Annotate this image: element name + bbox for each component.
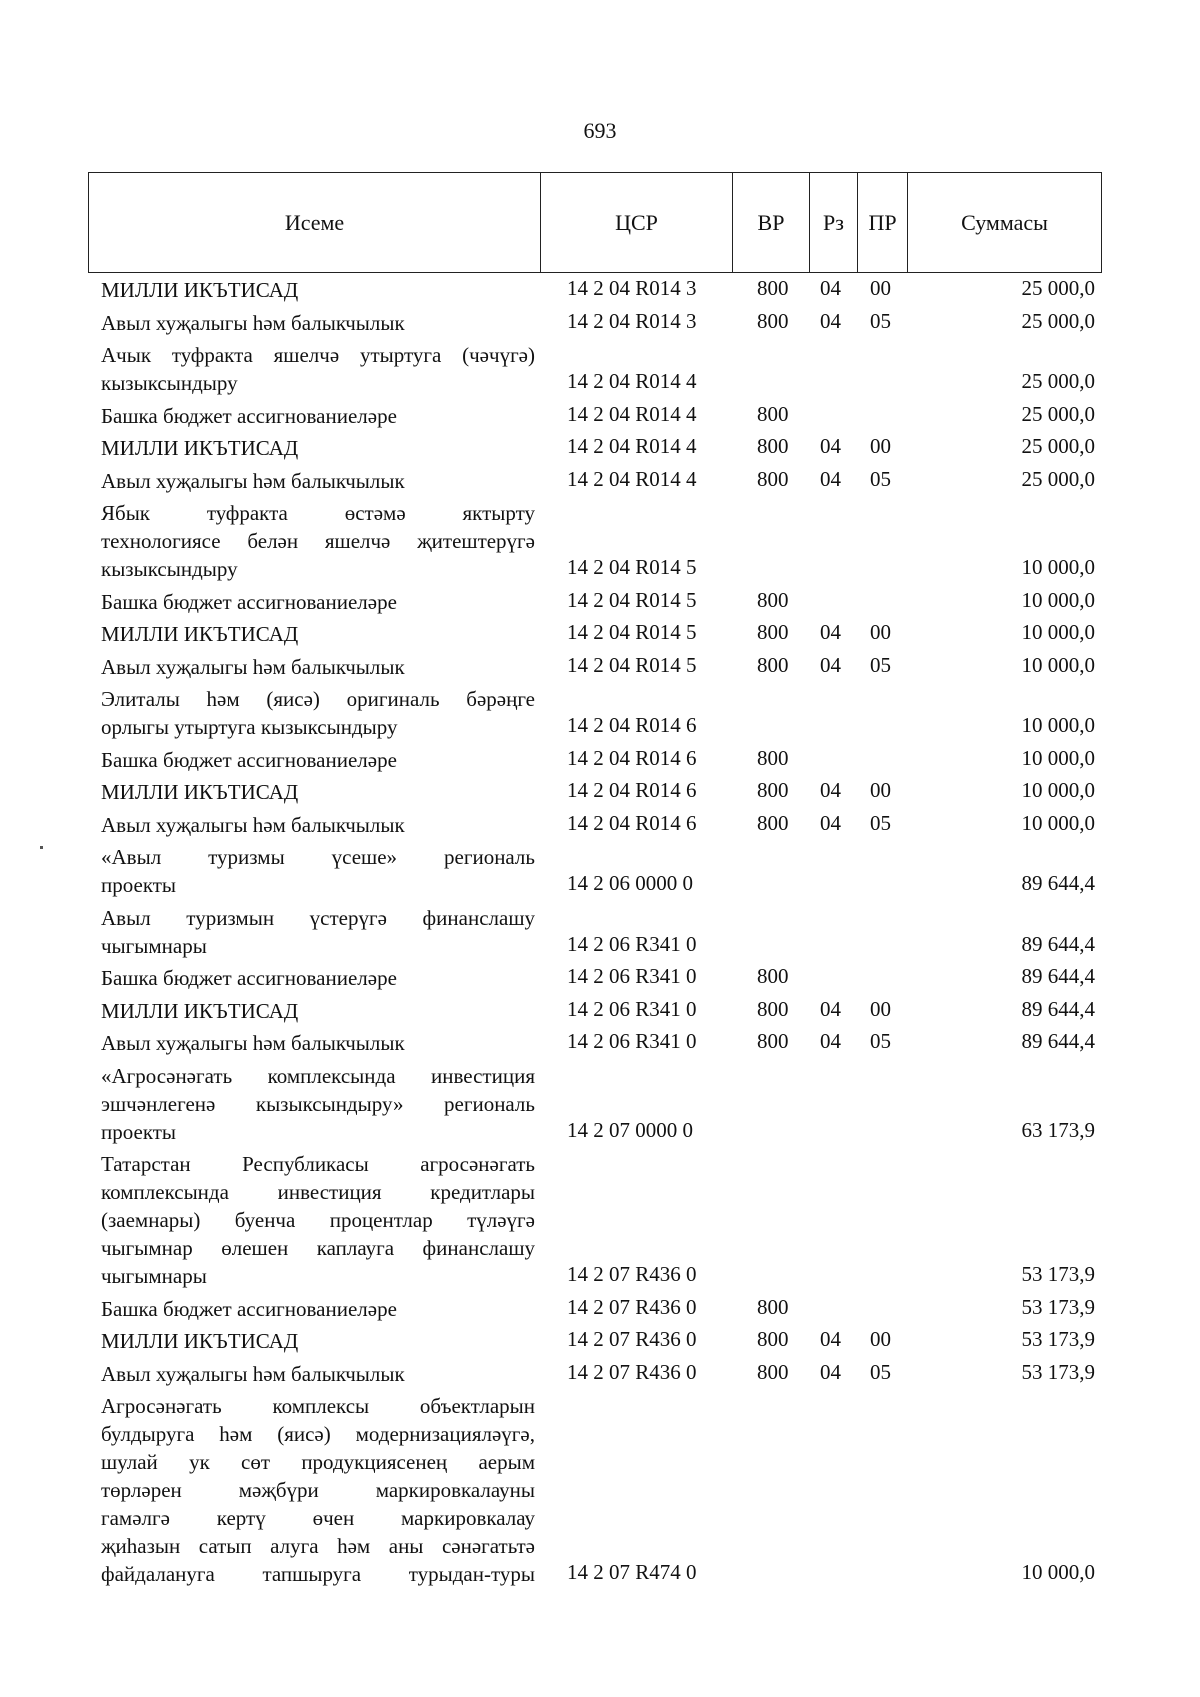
row-name-line: чыгымнар өлешен каплауга финанслашу xyxy=(101,1236,535,1260)
row-rz: 04 xyxy=(820,620,841,644)
table-row xyxy=(0,1062,1200,1151)
row-pr: 00 xyxy=(870,778,891,802)
row-name-line: Башка бюджет ассигнованиеләре xyxy=(101,1296,397,1321)
row-sum: 10 000,0 xyxy=(1021,713,1095,737)
row-vr: 800 xyxy=(757,810,789,835)
table-row xyxy=(0,467,1200,500)
row-name-line: «Авыл туризмы үсеше» региональ xyxy=(101,845,535,869)
table-row xyxy=(0,1392,1200,1593)
row-name-line: МИЛЛИ ИКЪТИСАД xyxy=(101,998,299,1023)
row-name xyxy=(101,843,535,899)
row-name-line: Авыл хуҗалыгы һәм балыкчылык xyxy=(101,1031,405,1055)
row-name xyxy=(101,685,535,741)
row-name xyxy=(101,1327,535,1355)
table-row xyxy=(0,402,1200,435)
row-name xyxy=(101,904,535,960)
header-vr: ВР xyxy=(733,173,810,272)
row-pr: 00 xyxy=(870,620,891,644)
table-header xyxy=(88,172,1102,273)
row-csr: 14 2 06 R341 0 xyxy=(567,996,697,1021)
row-csr: 14 2 04 R014 3 xyxy=(567,308,697,333)
row-name xyxy=(101,467,535,495)
row-name-line: эшчәнлегенә кызыксындыру» региональ xyxy=(101,1091,535,1116)
row-name-line: Татарстан Республикасы агросәнәгать xyxy=(101,1152,535,1176)
row-csr: 14 2 07 R436 0 xyxy=(567,1327,697,1351)
row-vr: 800 xyxy=(757,996,789,1021)
row-vr: 800 xyxy=(757,964,789,988)
row-sum: 25 000,0 xyxy=(1021,308,1095,333)
header-pr: ПР xyxy=(858,173,908,272)
row-rz: 04 xyxy=(820,1029,841,1053)
row-sum: 10 000,0 xyxy=(1021,745,1095,770)
row-name-line: Агросәнәгать комплексы объектларын xyxy=(101,1394,535,1418)
row-csr: 14 2 06 0000 0 xyxy=(567,871,693,895)
row-csr: 14 2 07 R436 0 xyxy=(567,1294,697,1319)
row-name xyxy=(101,1062,535,1146)
row-sum: 89 644,4 xyxy=(1021,871,1095,895)
table-row xyxy=(0,341,1200,402)
row-vr: 800 xyxy=(757,434,789,458)
table-row xyxy=(0,904,1200,965)
row-name xyxy=(101,997,535,1025)
row-vr: 800 xyxy=(757,1294,789,1319)
row-name xyxy=(101,653,535,681)
table-row xyxy=(0,997,1200,1030)
row-name xyxy=(101,499,535,583)
row-sum: 89 644,4 xyxy=(1021,996,1095,1021)
header-sum: Суммасы xyxy=(961,209,1048,235)
header-rz: Рз xyxy=(810,173,858,272)
row-rz: 04 xyxy=(820,810,841,835)
table-row xyxy=(0,499,1200,588)
table-row xyxy=(0,653,1200,686)
row-name xyxy=(101,1029,535,1057)
row-csr: 14 2 04 R014 5 xyxy=(567,652,697,677)
row-name xyxy=(101,588,535,616)
row-name-line: комплексында инвестиция кредитлары xyxy=(101,1180,535,1204)
row-sum: 25 000,0 xyxy=(1021,466,1095,491)
row-csr: 14 2 04 R014 6 xyxy=(567,810,697,835)
row-csr: 14 2 04 R014 5 xyxy=(567,620,697,644)
row-vr: 800 xyxy=(757,620,789,644)
row-sum: 10 000,0 xyxy=(1021,1560,1095,1584)
row-name xyxy=(101,341,535,397)
row-rz: 04 xyxy=(820,434,841,458)
row-pr: 00 xyxy=(870,996,891,1021)
row-pr: 00 xyxy=(870,434,891,458)
row-sum: 89 644,4 xyxy=(1021,964,1095,988)
row-name-line: кызыксындыру xyxy=(101,371,238,395)
row-name xyxy=(101,309,535,337)
row-name-line: Ачык туфракта яшелчә утыртуга (чәчүгә) xyxy=(101,343,535,367)
row-sum: 53 173,9 xyxy=(1021,1262,1095,1286)
row-sum: 53 173,9 xyxy=(1021,1359,1095,1384)
row-csr: 14 2 06 R341 0 xyxy=(567,931,697,956)
row-name-line: Авыл туризмын үстерүгә финанслашу xyxy=(101,905,535,930)
row-name xyxy=(101,746,535,774)
table-row xyxy=(0,746,1200,779)
row-pr: 05 xyxy=(870,308,891,333)
row-name xyxy=(101,778,535,806)
row-name-line: МИЛЛИ ИКЪТИСАД xyxy=(101,622,299,646)
table-row xyxy=(0,588,1200,621)
row-sum: 10 000,0 xyxy=(1021,652,1095,677)
row-csr: 14 2 06 R341 0 xyxy=(567,1029,697,1053)
row-name-line: Башка бюджет ассигнованиеләре xyxy=(101,747,397,772)
row-name-line: җиһазын сатып алуга һәм аны сәнәгатьтә xyxy=(101,1534,535,1558)
row-name xyxy=(101,620,535,648)
row-csr: 14 2 07 R436 0 xyxy=(567,1262,697,1286)
row-pr: 00 xyxy=(870,276,891,300)
row-name-line: чыгымнары xyxy=(101,933,207,958)
row-name-line: чыгымнары xyxy=(101,1264,207,1288)
row-name-line: Авыл хуҗалыгы һәм балыкчылык xyxy=(101,812,405,837)
row-sum: 10 000,0 xyxy=(1021,555,1095,579)
row-sum: 10 000,0 xyxy=(1021,587,1095,612)
row-csr: 14 2 04 R014 5 xyxy=(567,555,697,579)
row-name-line: МИЛЛИ ИКЪТИСАД xyxy=(101,780,299,804)
row-vr: 800 xyxy=(757,587,789,612)
table-row xyxy=(0,1360,1200,1393)
row-name-line: Башка бюджет ассигнованиеләре xyxy=(101,403,397,428)
row-name-line: проекты xyxy=(101,1119,177,1144)
row-vr: 800 xyxy=(757,308,789,333)
row-name-line: шулай ук сөт продукциясенең аерым xyxy=(101,1450,535,1474)
table-row xyxy=(0,309,1200,342)
row-name-line: кызыксындыру xyxy=(101,557,238,581)
header-csr: ЦСР xyxy=(541,173,733,272)
row-sum: 25 000,0 xyxy=(1021,434,1095,458)
row-name xyxy=(101,402,535,430)
row-name xyxy=(101,1360,535,1388)
row-rz: 04 xyxy=(820,466,841,491)
row-sum: 10 000,0 xyxy=(1021,620,1095,644)
row-csr: 14 2 06 R341 0 xyxy=(567,964,697,988)
row-name-line: файдалануга тапшыруга турыдан-туры xyxy=(101,1562,535,1586)
row-sum: 25 000,0 xyxy=(1021,276,1095,300)
table-row xyxy=(0,1150,1200,1295)
row-csr: 14 2 04 R014 6 xyxy=(567,745,697,770)
row-vr: 800 xyxy=(757,276,789,300)
table-row xyxy=(0,276,1200,309)
row-name-line: МИЛЛИ ИКЪТИСАД xyxy=(101,278,299,302)
row-pr: 05 xyxy=(870,466,891,491)
row-csr: 14 2 04 R014 4 xyxy=(567,369,697,393)
row-sum: 10 000,0 xyxy=(1021,810,1095,835)
row-name xyxy=(101,1295,535,1323)
row-pr: 05 xyxy=(870,1359,891,1384)
row-pr: 05 xyxy=(870,1029,891,1053)
row-csr: 14 2 07 0000 0 xyxy=(567,1117,693,1142)
row-csr: 14 2 04 R014 4 xyxy=(567,466,697,491)
row-vr: 800 xyxy=(757,1029,789,1053)
row-sum: 53 173,9 xyxy=(1021,1294,1095,1319)
row-sum: 25 000,0 xyxy=(1021,401,1095,426)
row-name-line: Авыл хуҗалыгы һәм балыкчылык xyxy=(101,654,405,679)
row-name-line: технологиясе белән яшелчә җитештерүгә xyxy=(101,529,535,553)
table-row xyxy=(0,843,1200,904)
row-rz: 04 xyxy=(820,778,841,802)
row-name-line: Авыл хуҗалыгы һәм балыкчылык xyxy=(101,468,405,493)
row-rz: 04 xyxy=(820,1359,841,1384)
row-vr: 800 xyxy=(757,778,789,802)
row-name-line: Авыл хуҗалыгы һәм балыкчылык xyxy=(101,310,405,335)
row-name xyxy=(101,434,535,462)
row-vr: 800 xyxy=(757,401,789,426)
row-sum: 53 173,9 xyxy=(1021,1327,1095,1351)
row-sum: 10 000,0 xyxy=(1021,778,1095,802)
row-name-line: Ябык туфракта өстәмә яктырту xyxy=(101,501,535,525)
row-vr: 800 xyxy=(757,466,789,491)
table-row xyxy=(0,1295,1200,1328)
row-csr: 14 2 04 R014 5 xyxy=(567,587,697,612)
row-rz: 04 xyxy=(820,652,841,677)
row-csr: 14 2 07 R474 0 xyxy=(567,1560,697,1584)
row-sum: 89 644,4 xyxy=(1021,1029,1095,1053)
row-name xyxy=(101,1392,535,1588)
row-name-line: Башка бюджет ассигнованиеләре xyxy=(101,589,397,614)
table-row xyxy=(0,1029,1200,1062)
row-name xyxy=(101,811,535,839)
row-csr: 14 2 04 R014 4 xyxy=(567,434,697,458)
row-pr: 00 xyxy=(870,1327,891,1351)
table-row xyxy=(0,620,1200,653)
row-vr: 800 xyxy=(757,652,789,677)
row-csr: 14 2 07 R436 0 xyxy=(567,1359,697,1384)
row-rz: 04 xyxy=(820,276,841,300)
row-sum: 63 173,9 xyxy=(1021,1117,1095,1142)
row-name-line: (заемнары) буенча процентлар түләүгә xyxy=(101,1208,535,1232)
row-name-line: МИЛЛИ ИКЪТИСАД xyxy=(101,1329,299,1353)
row-name-line: «Агросәнәгать комплексында инвестиция xyxy=(101,1063,535,1088)
row-vr: 800 xyxy=(757,1327,789,1351)
row-name-line: Башка бюджет ассигнованиеләре xyxy=(101,966,397,990)
row-pr: 05 xyxy=(870,652,891,677)
row-name-line: гамәлгә кертү өчен маркировкалау xyxy=(101,1506,535,1530)
table-row xyxy=(0,964,1200,997)
row-name-line: проекты xyxy=(101,873,177,897)
row-name-line: МИЛЛИ ИКЪТИСАД xyxy=(101,436,299,460)
row-vr: 800 xyxy=(757,745,789,770)
row-pr: 05 xyxy=(870,810,891,835)
row-name-line: булдыруга һәм (яисә) модернизацияләүгә, xyxy=(101,1422,535,1446)
row-name-line: Авыл хуҗалыгы һәм балыкчылык xyxy=(101,1361,405,1386)
row-csr: 14 2 04 R014 6 xyxy=(567,778,697,802)
row-csr: 14 2 04 R014 4 xyxy=(567,401,697,426)
row-sum: 25 000,0 xyxy=(1021,369,1095,393)
table-row xyxy=(0,434,1200,467)
row-name xyxy=(101,276,535,304)
row-vr: 800 xyxy=(757,1359,789,1384)
row-rz: 04 xyxy=(820,308,841,333)
row-rz: 04 xyxy=(820,996,841,1021)
row-name xyxy=(101,964,535,992)
row-name-line: төрләрен мәҗбүри маркировкалауны xyxy=(101,1478,535,1502)
table-row xyxy=(0,1327,1200,1360)
page-number: 693 xyxy=(583,118,617,143)
table-row xyxy=(0,685,1200,746)
row-csr: 14 2 04 R014 6 xyxy=(567,713,697,737)
table-row xyxy=(0,778,1200,811)
table-row xyxy=(0,811,1200,844)
row-name-line: орлыгы утыртуга кызыксындыру xyxy=(101,715,398,739)
row-name-line: Элиталы һәм (яисә) оригиналь бәрәңге xyxy=(101,687,535,711)
scan-speck xyxy=(40,846,43,849)
row-name xyxy=(101,1150,535,1290)
header-name: Исеме xyxy=(89,173,541,272)
row-sum: 89 644,4 xyxy=(1021,931,1095,956)
row-rz: 04 xyxy=(820,1327,841,1351)
row-csr: 14 2 04 R014 3 xyxy=(567,276,697,300)
